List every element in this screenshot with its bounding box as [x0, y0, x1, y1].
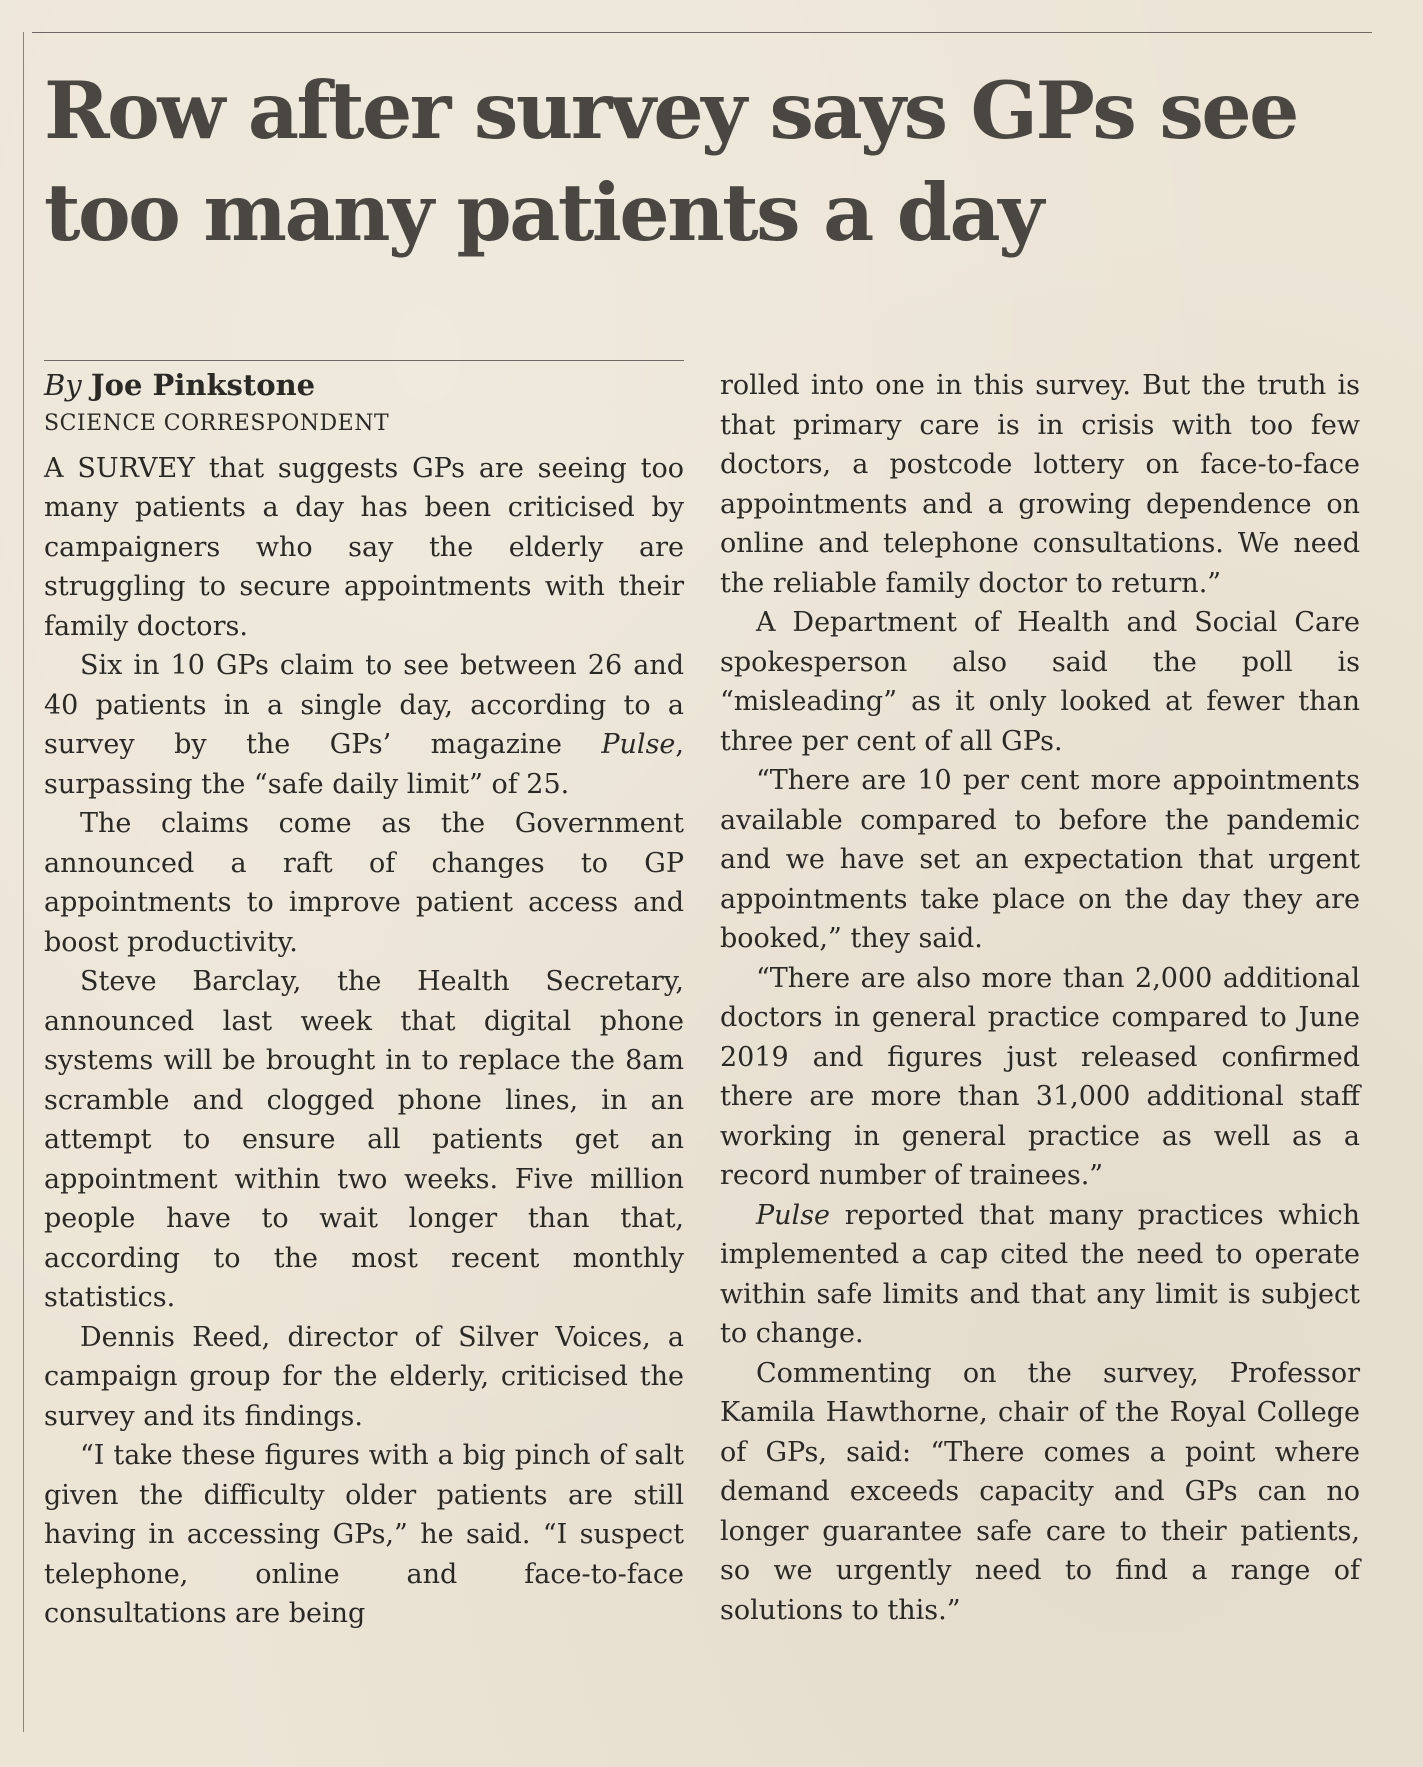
paragraph: The claims come as the Government announced a raft of changes to GP appointments to improve patient access and boost productivity.: [44, 808, 684, 958]
headline: Row after survey says GPs see too many patients a day: [44, 64, 1297, 259]
right-column: [720, 366, 1360, 1630]
paragraph: A SURVEY that suggests GPs are seeing too many patients a day has been criticised by campaigners who say the elderly are struggling to secure appointments with their family doctors.: [44, 452, 684, 642]
left-column-rule: [23, 32, 24, 1732]
byline-prefix: By: [44, 368, 82, 402]
byline-rule: [44, 360, 684, 361]
byline: [44, 366, 684, 406]
paragraph: Commenting on the survey, Professor Kamila Hawthorne, chair of the Royal College of GPs, said: “There comes a point where demand exceeds capacity and GPs can no longer guarantee safe care to their patients, so we urgently need to find a range of solutions to this.”: [720, 1357, 1360, 1626]
paragraph-text: Six in 10 GPs claim to see between 26 and 40 patients in a single day, according to a survey by the GPs’ magazine: [44, 650, 684, 760]
paragraph: “I take these figures with a big pinch of salt given the difficulty older patients are still having in accessing GPs,” he said. “I suspect telephone, online and face-to-face consultations are being: [44, 1440, 684, 1629]
paragraph: [44, 646, 684, 804]
byline-role: SCIENCE CORRESPONDENT: [44, 410, 390, 436]
publication-name: Pulse: [756, 1199, 831, 1231]
paragraph: rolled into one in this survey. But the truth is that primary care is in crisis with too few doctors, a postcode lottery on face-to-face appointments and a growing dependence on online and telephone consultations. We need the reliable family doctor to return.”: [720, 370, 1360, 599]
left-column: [44, 366, 684, 1634]
publication-name: Pulse: [601, 729, 676, 760]
byline-author: Joe Pinkstone: [90, 368, 316, 402]
paragraph: “There are 10 per cent more appointments available compared to before the pandemic and we have set an expectation that urgent appointments take place on the day they are booked,” they said.: [720, 765, 1360, 954]
paragraph-text: reported that many practices which implemented a cap cited the need to operate within safe limits and that any limit is subject to change.: [720, 1199, 1360, 1349]
paragraph: “There are also more than 2,000 additional doctors in general practice compared to June 2019 and figures just released confirmed there are more than 31,000 additional staff working in general practice as well as a record number of trainees.”: [720, 962, 1360, 1191]
paragraph: Dennis Reed, director of Silver Voices, a campaign group for the elderly, criticised the survey and its findings.: [44, 1321, 684, 1432]
paragraph-text: , surpassing the “safe daily limit” of 25.: [44, 729, 684, 800]
paragraph: A Department of Health and Social Care spokesperson also said the poll is “misleading” as it only looked at fewer than three per cent of all GPs.: [720, 607, 1360, 757]
top-rule: [32, 32, 1372, 33]
paragraph: Steve Barclay, the Health Secretary, announced last week that digital phone systems will be brought in to replace the 8am scramble and clogged phone lines, in an attempt to ensure all patients get an appointment within two weeks. Five million people have to wait longer than that, according to the most recent monthly statistics.: [44, 966, 684, 1313]
paragraph: [720, 1196, 1360, 1354]
